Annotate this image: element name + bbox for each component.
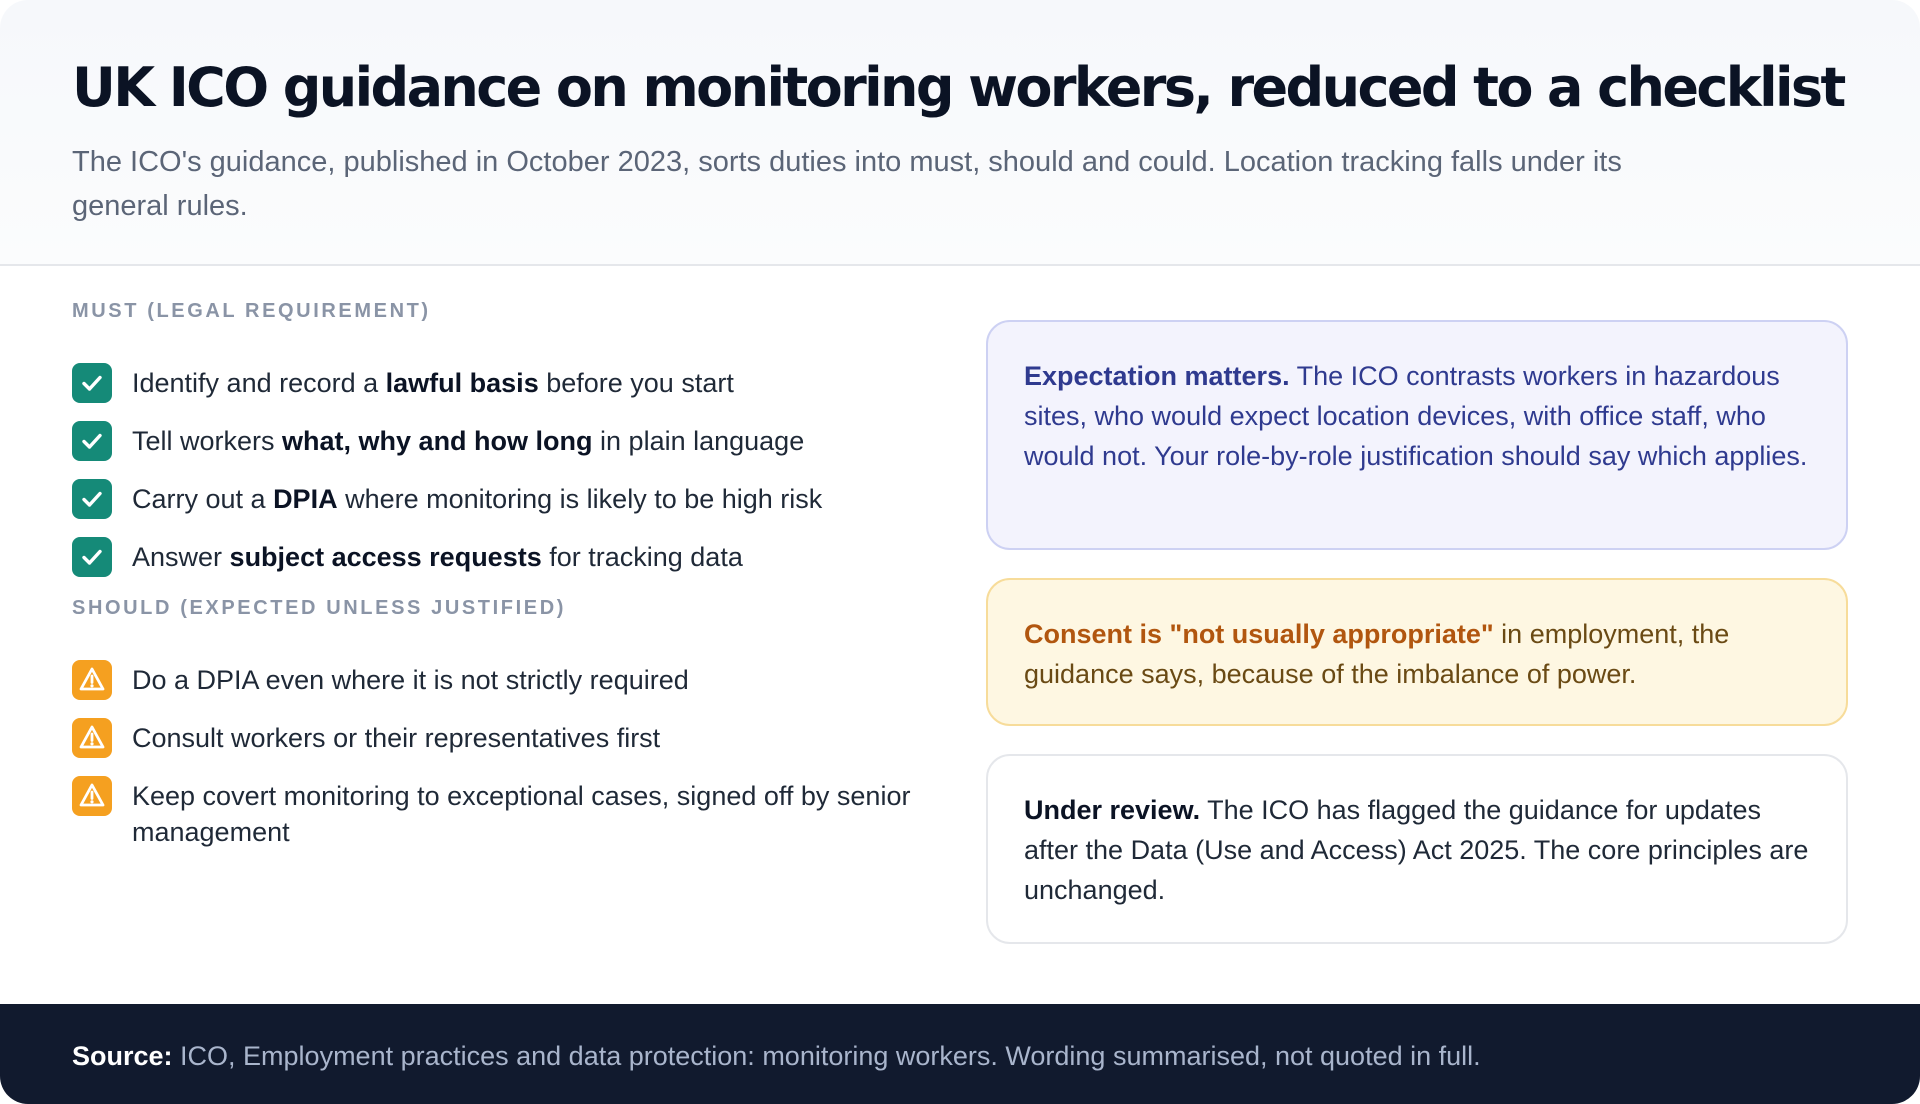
page-subtitle: The ICO's guidance, published in October 2023, sorts duties into must, should and could. Location tracking falls under its general rules. — [72, 146, 1622, 222]
expectation-lead: Expectation matters. — [1024, 361, 1290, 391]
check-icon — [72, 363, 112, 403]
must-item: Tell workers what, why and how long in plain language — [72, 421, 902, 467]
must-item: Answer subject access requests for tracking data — [72, 537, 902, 583]
check-icon — [72, 479, 112, 519]
header — [0, 0, 1920, 266]
source-label: Source: — [72, 1041, 173, 1071]
warning-icon — [72, 660, 112, 700]
consent-text: in employment, the guidance says, because of the imbalance of power. — [1024, 619, 1730, 689]
review-text: The ICO has flagged the guidance for updates after the Data (Use and Access) Act 2025. The core principles are unchanged. — [1024, 795, 1809, 905]
check-icon — [72, 421, 112, 461]
consent-lead: Consent is "not usually appropriate" — [1024, 619, 1494, 649]
must-item: Identify and record a lawful basis before you start — [72, 363, 902, 409]
must-section-label: MUST (LEGAL REQUIREMENT) — [72, 300, 431, 322]
expectation-text: The ICO contrasts workers in hazardous sites, who would expect location devices, with office staff, who would not. Your role-by-role justification should say which applies. — [1024, 361, 1808, 471]
must-list — [72, 363, 902, 583]
should-list — [72, 660, 911, 850]
checklist-column — [72, 300, 911, 850]
warning-icon — [72, 718, 112, 758]
consent-callout — [986, 578, 1848, 726]
check-icon — [72, 537, 112, 577]
source-text: ICO, Employment practices and data protection: monitoring workers. Wording summarised, not quoted in full. — [172, 1041, 1481, 1071]
review-callout — [986, 754, 1848, 944]
should-section-label: SHOULD (EXPECTED UNLESS JUSTIFIED) — [72, 597, 566, 619]
should-item: Do a DPIA even where it is not strictly required — [72, 660, 902, 706]
expectation-callout — [986, 320, 1848, 550]
must-item: Carry out a DPIA where monitoring is likely to be high risk — [72, 479, 902, 525]
should-item: Consult workers or their representatives first — [72, 718, 902, 764]
review-lead: Under review. — [1024, 795, 1201, 825]
should-item: Keep covert monitoring to exceptional cases, signed off by senior management — [72, 776, 932, 850]
page-title: UK ICO guidance on monitoring workers, reduced to a checklist — [72, 56, 1844, 119]
warning-icon — [72, 776, 112, 816]
source-footer — [0, 1004, 1920, 1104]
